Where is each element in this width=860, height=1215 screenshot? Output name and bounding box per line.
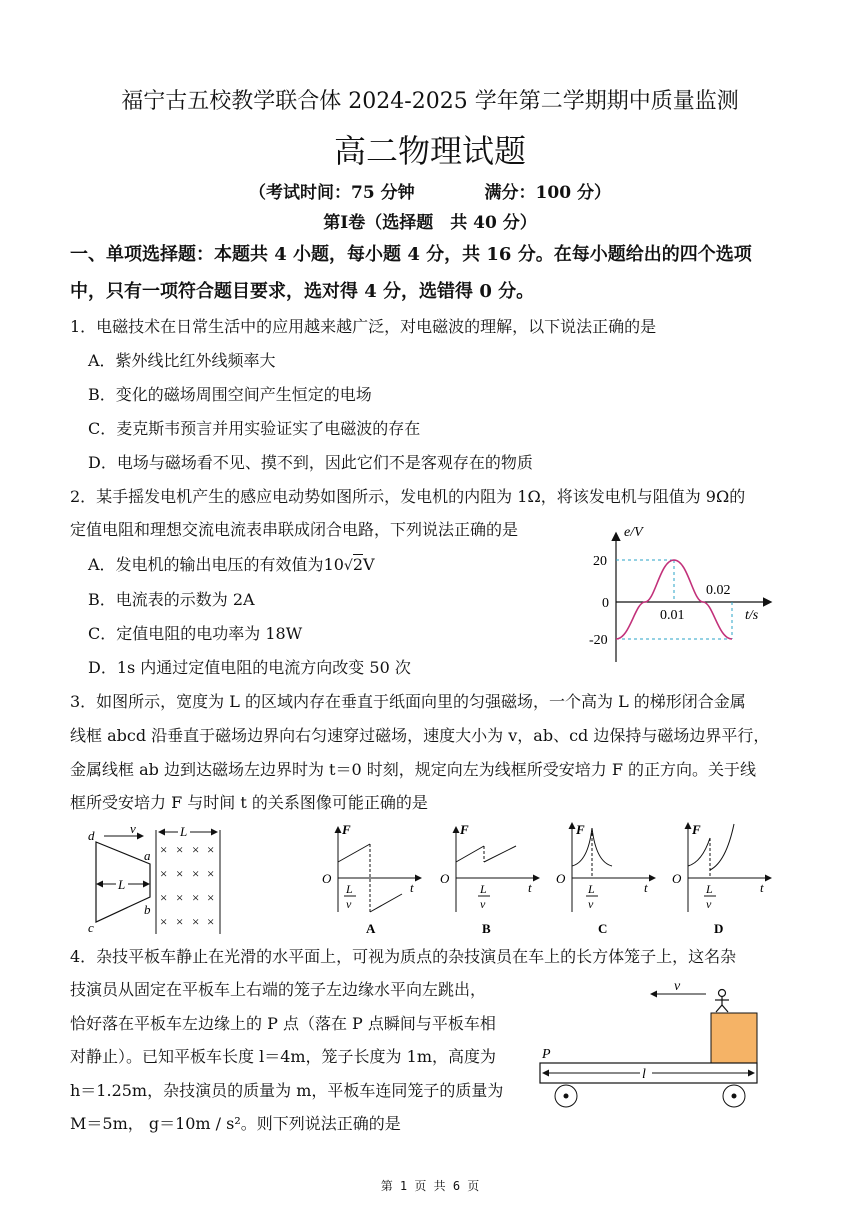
q3-line1: 3．如图所示，宽度为 L 的区域内存在垂直于纸面向里的匀强磁场，一个高为 L 的梯形闭合金属 — [70, 692, 746, 711]
q4-line6: M＝5m， g＝10m / s²。则下列说法正确的是 — [70, 1114, 401, 1133]
svg-text:O: O — [556, 871, 566, 886]
q4-line5: h＝1.25m，杂技演员的质量为 m，平板车连同笼子的质量为 — [70, 1081, 504, 1100]
svg-text:×: × — [192, 890, 200, 905]
svg-text:×: × — [160, 914, 168, 929]
svg-text:v: v — [588, 897, 594, 911]
svg-text:×: × — [176, 842, 184, 857]
svg-text:×: × — [160, 842, 168, 857]
exam-subject-title: 高二物理试题 — [333, 132, 526, 170]
svg-text:×: × — [160, 866, 168, 881]
svg-text:t: t — [760, 880, 764, 895]
page-footer: 第 1 页 共 6 页 — [380, 1179, 480, 1193]
svg-text:×: × — [207, 866, 215, 881]
svg-text:O: O — [672, 871, 682, 886]
svg-text:×: × — [207, 914, 215, 929]
y-tick-20: 20 — [593, 554, 607, 569]
svg-text:t: t — [410, 880, 414, 895]
svg-text:F: F — [342, 822, 351, 837]
x-label: t/s — [745, 608, 759, 623]
loop-width-label: L — [118, 877, 126, 892]
label-c: c — [88, 920, 94, 934]
svg-text:×: × — [176, 890, 184, 905]
q3-line4: 框所受安培力 F 与时间 t 的关系图像可能正确的是 — [70, 793, 428, 812]
length-label: l — [642, 1067, 646, 1082]
q2-option-a: A．发电机的输出电压的有效值为10√2V — [88, 555, 375, 574]
svg-text:L: L — [346, 882, 353, 896]
svg-text:O: O — [440, 871, 450, 886]
graph-b-label: B — [482, 921, 491, 936]
svg-text:×: × — [207, 842, 215, 857]
q2-option-a-coef: 10 — [323, 555, 344, 574]
q1-option-d: D．电场与磁场看不见、摸不到，因此它们不是客观存在的物质 — [88, 453, 533, 472]
svg-text:O: O — [322, 871, 332, 886]
svg-text:×: × — [176, 914, 184, 929]
svg-text:v: v — [346, 897, 352, 911]
section-heading-line2: 中，只有一项符合题目要求，选对得 4 分，选错得 0 分。 — [70, 281, 535, 302]
svg-text:t: t — [528, 880, 532, 895]
graph-d-label: D — [714, 921, 724, 936]
y-tick-0: 0 — [602, 596, 609, 611]
svg-text:×: × — [192, 914, 200, 929]
svg-text:×: × — [192, 842, 200, 857]
q2-option-a-text: A．发电机的输出电压的有效值为 — [88, 555, 324, 574]
svg-text:F: F — [460, 822, 469, 837]
x-tick-002: 0.02 — [706, 583, 731, 598]
label-b: b — [144, 902, 151, 917]
svg-text:v: v — [706, 897, 712, 911]
svg-text:L: L — [588, 882, 595, 896]
q2-option-b: B．电流表的示数为 2A — [88, 590, 255, 609]
label-v: v — [130, 822, 136, 836]
graph-c-label: C — [598, 921, 608, 936]
x-tick-001: 0.01 — [660, 608, 685, 623]
q3-graph-c — [552, 818, 662, 937]
q4-line3: 恰好落在平板车左边缘上的 P 点（落在 P 点瞬间与平板车相 — [70, 1014, 496, 1033]
q3-loop-field-figure — [80, 822, 230, 934]
graph-a-label: A — [366, 921, 376, 936]
q4-line2: 技演员从固定在平板车上右端的笼子左边缘水平向左跳出， — [70, 980, 487, 999]
svg-text:×: × — [192, 866, 200, 881]
q1-option-b: B．变化的磁场周围空间产生恒定的电场 — [88, 385, 372, 404]
q2-option-a-radicand: 2 — [352, 555, 364, 574]
q1-option-c: C．麦克斯韦预言并用实验证实了电磁波的存在 — [88, 419, 421, 438]
field-crosses — [160, 842, 214, 929]
svg-text:F: F — [576, 822, 585, 837]
section-heading-line1: 一、单项选择题：本题共 4 小题，每小题 4 分，共 16 分。在每小题给出的四个选项 — [70, 244, 752, 265]
svg-text:v: v — [480, 897, 486, 911]
cage — [711, 1013, 757, 1063]
svg-text:×: × — [176, 866, 184, 881]
exam-time: （考试时间：75 分钟 — [249, 183, 415, 203]
q3-line2: 线框 abcd 沿垂直于磁场边界向右匀速穿过磁场，速度大小为 v，ab、cd 边保持与磁场边界平行， — [70, 726, 770, 745]
performer-figure — [715, 990, 729, 1013]
velocity-label: v — [674, 979, 681, 994]
y-label: e/V — [624, 525, 643, 540]
full-score: 满分：100 分） — [484, 183, 611, 203]
q1-option-a: A．紫外线比红外线频率大 — [88, 351, 276, 370]
q3-line3: 金属线框 ab 边到达磁场左边界时为 t＝0 时刻，规定向左为线框所受安培力 F 的正方向。关于线 — [70, 760, 757, 779]
q2-option-c: C．定值电阻的电功率为 18W — [88, 624, 303, 643]
q2-emf-graph — [580, 522, 780, 672]
emf-curve — [616, 560, 732, 639]
svg-text:L: L — [480, 882, 487, 896]
q3-graph-d — [668, 818, 778, 937]
svg-text:L: L — [706, 882, 713, 896]
svg-text:F: F — [692, 822, 701, 837]
point-p-label: P — [542, 1047, 551, 1062]
q2-stem-line1: 2．某手摇发电机产生的感应电动势如图所示，发电机的内阻为 1Ω，将该发电机与阻值为 9Ω的 — [70, 487, 746, 506]
volume-heading: 第Ⅰ卷（选择题 共 40 分） — [323, 213, 537, 233]
q3-graph-a — [318, 822, 428, 937]
q4-line1: 4．杂技平板车静止在光滑的水平面上，可视为质点的杂技演员在车上的长方体笼子上，这名杂 — [70, 947, 737, 966]
field-width-label: L — [180, 824, 188, 839]
q2-option-a-unit: V — [363, 555, 375, 574]
exam-info — [0, 178, 860, 203]
q4-cart-figure — [534, 978, 794, 1113]
y-tick-neg20: -20 — [589, 633, 608, 648]
label-d: d — [88, 828, 95, 843]
label-a: a — [144, 848, 151, 863]
q2-option-d: D．1s 内通过定值电阻的电流方向改变 50 次 — [88, 658, 411, 677]
svg-text:t: t — [644, 880, 648, 895]
q3-graph-b — [436, 822, 546, 937]
q1-stem: 1．电磁技术在日常生活中的应用越来越广泛，对电磁波的理解，以下说法正确的是 — [70, 317, 657, 336]
q4-line4: 对静止）。已知平板车长度 l＝4m，笼子长度为 1m，高度为 — [70, 1047, 496, 1066]
svg-text:×: × — [207, 890, 215, 905]
school-title: 福宁古五校教学联合体 2024-2025 学年第二学期期中质量监测 — [121, 89, 739, 114]
q2-stem-line2: 定值电阻和理想交流电流表串联成闭合电路，下列说法正确的是 — [70, 520, 519, 539]
svg-text:×: × — [160, 890, 168, 905]
